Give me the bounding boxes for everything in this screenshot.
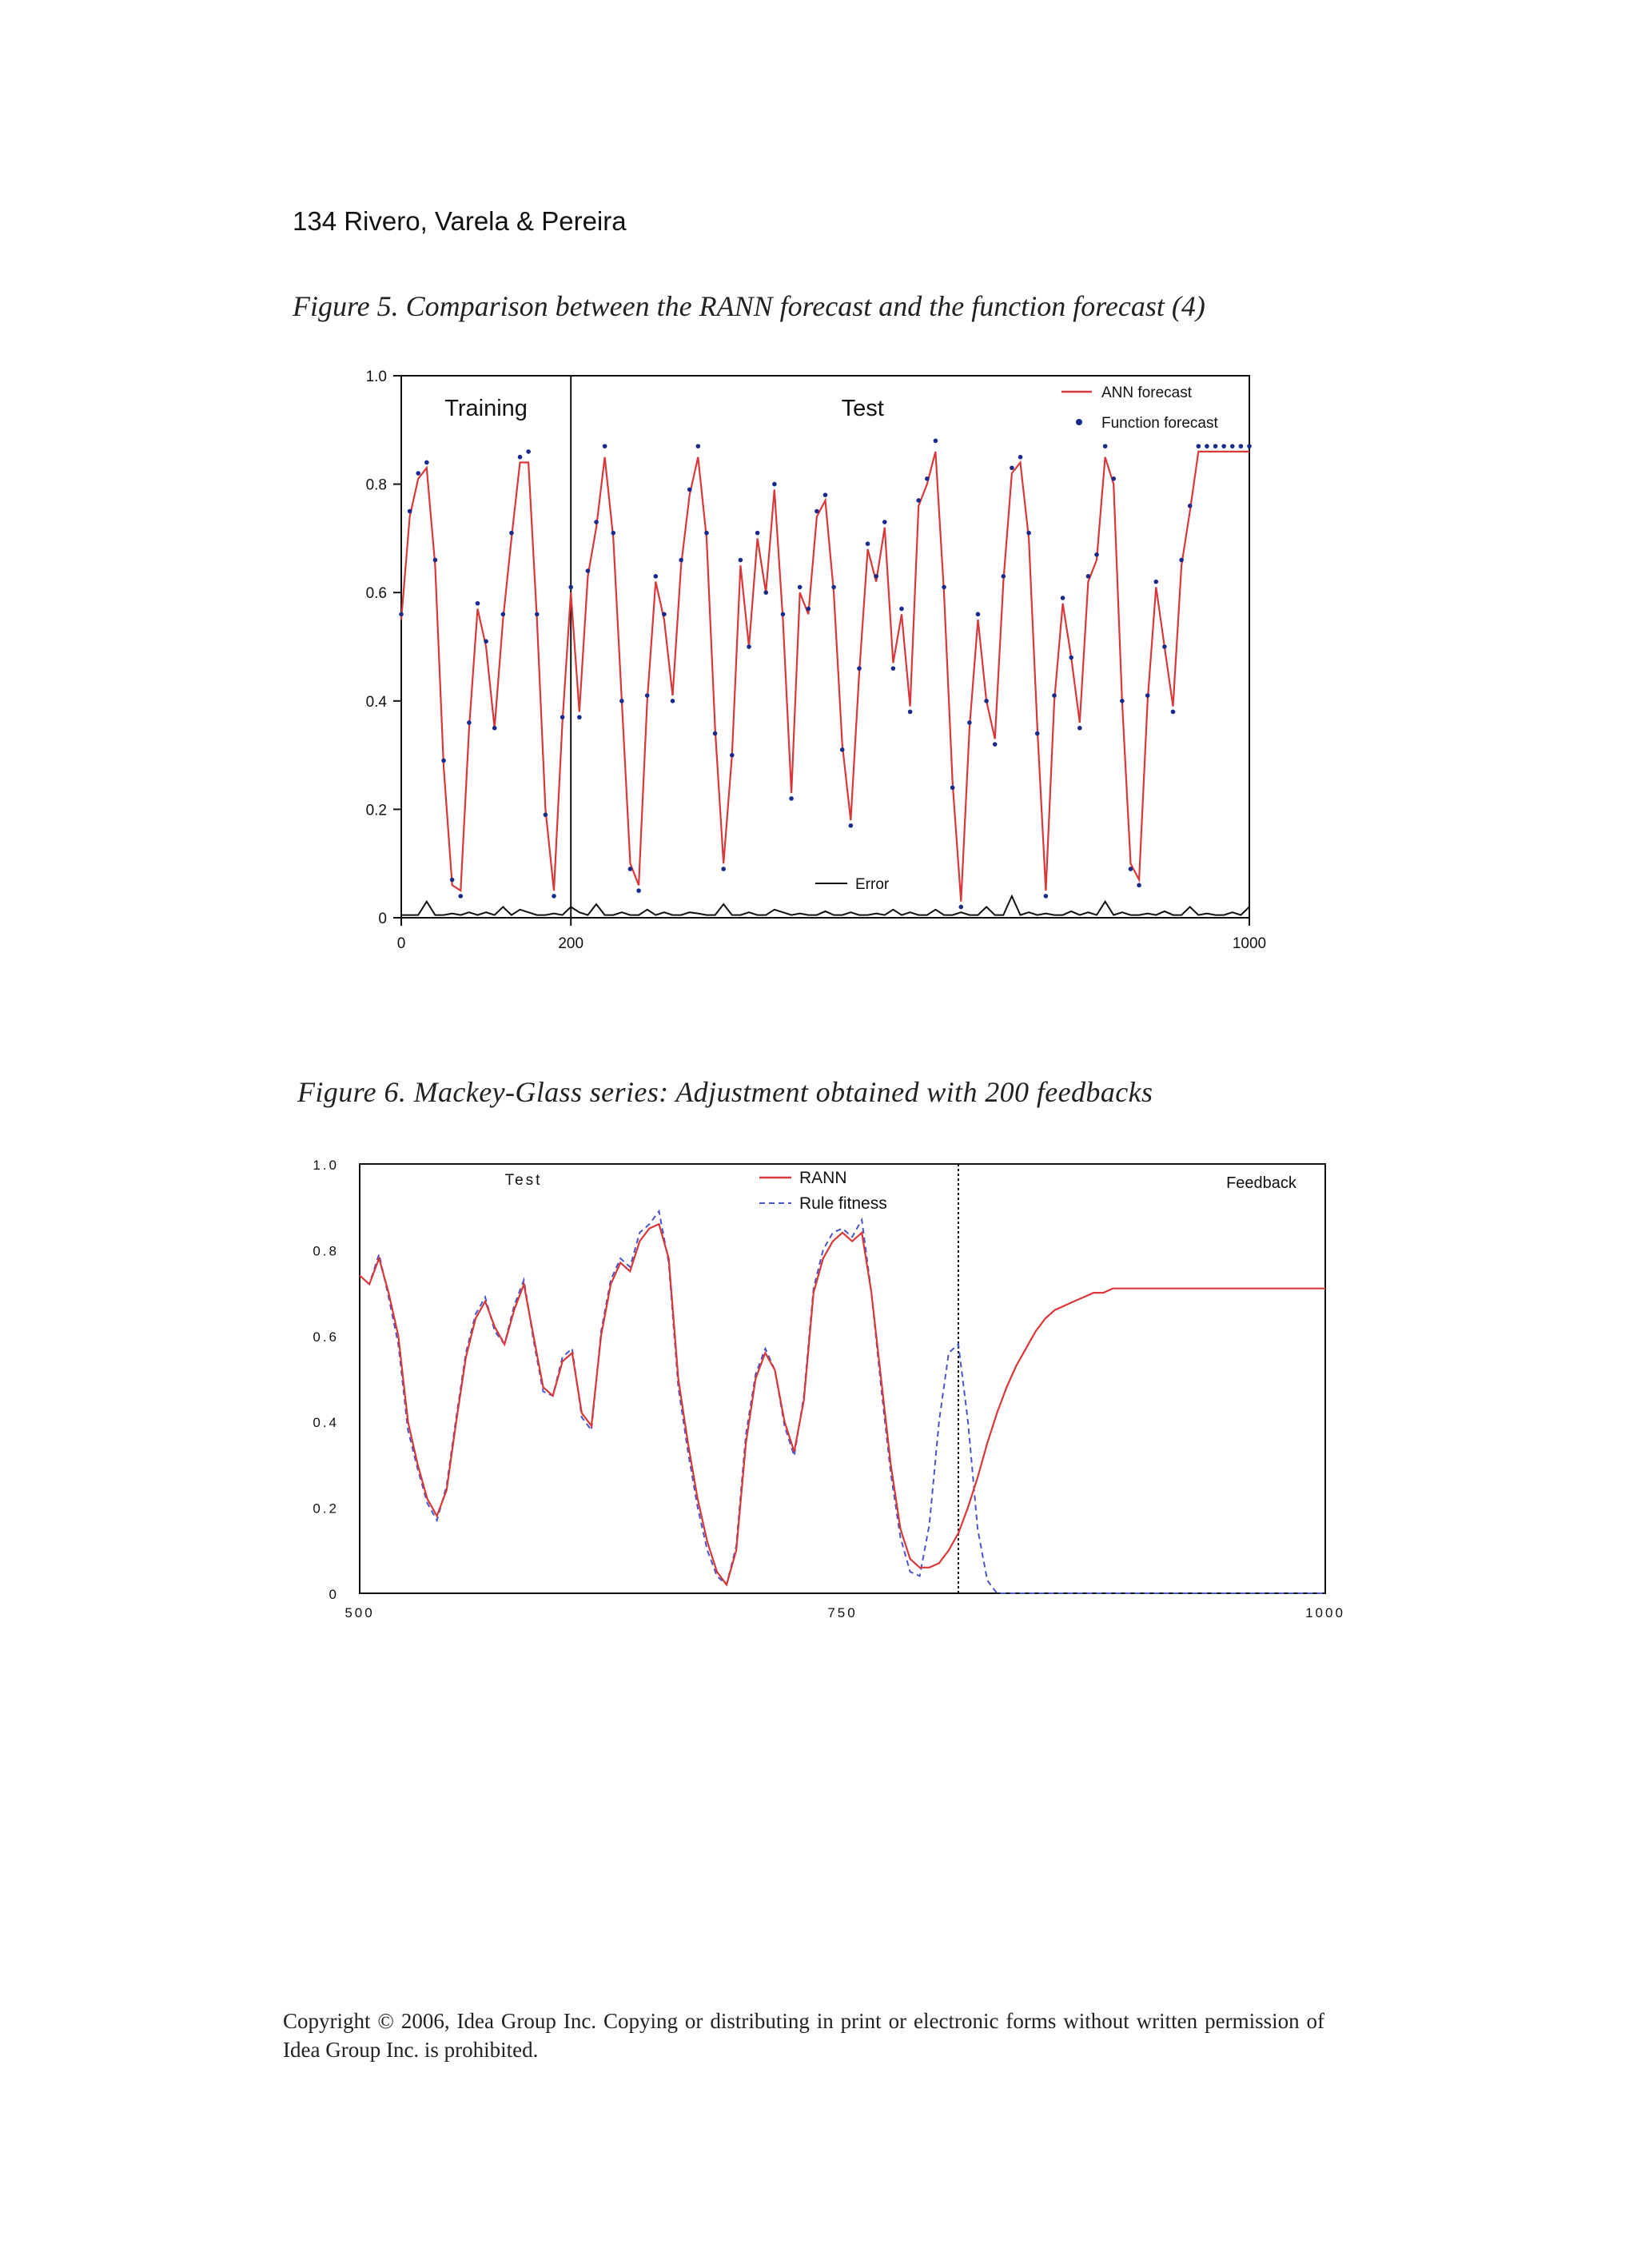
legend-error-label: Error [855,876,890,893]
x-tick-label: 500 [345,1605,375,1620]
figure-5-chart [0,352,1637,983]
function-forecast-point [755,531,760,536]
function-forecast-point [509,531,514,536]
function-forecast-point [763,590,768,595]
ann-forecast-line [401,452,1249,902]
plot-frame [401,376,1249,918]
function-forecast-point [628,867,633,871]
function-forecast-point [704,531,709,536]
y-tick-label: 1.0 [365,369,387,385]
function-forecast-point [679,558,683,563]
function-forecast-point [721,867,726,871]
function-forecast-point [916,498,921,503]
function-forecast-point [1103,444,1108,448]
function-forecast-point [831,585,836,590]
running-header: 134 Rivero, Varela & Pereira [293,206,627,236]
function-forecast-point [713,731,718,736]
y-tick-label: 0.2 [313,1501,339,1517]
function-forecast-point [484,639,488,644]
y-tick-label: 0.4 [313,1415,339,1431]
function-forecast-point [526,449,531,454]
function-forecast-point [399,612,404,617]
function-forecast-point [645,693,650,698]
x-tick-label: 1000 [1305,1605,1345,1620]
region-label-feedback: Feedback [1226,1174,1296,1192]
function-forecast-point [857,666,862,671]
function-forecast-point [636,888,641,893]
legend-rann-label: RANN [799,1169,847,1187]
region-label-test: Test [504,1172,543,1189]
function-forecast-point [772,482,777,487]
function-forecast-point [1069,656,1073,660]
function-forecast-point [654,574,659,579]
function-forecast-point [984,699,989,704]
function-forecast-point [603,444,607,448]
function-forecast-point [1205,444,1209,448]
y-tick-label: 1.0 [313,1158,339,1173]
figure-6-chart [0,1135,1637,1631]
function-forecast-point [501,612,506,617]
function-forecast-point [1002,574,1006,579]
region-label-test: Test [841,396,884,421]
x-tick-label: 1000 [1232,935,1267,952]
function-forecast-point [806,607,811,612]
rann-line [360,1224,1325,1584]
function-forecast-point [950,785,955,790]
function-forecast-point [696,444,701,448]
function-forecast-point [594,520,599,524]
function-forecast-point [544,812,548,817]
function-forecast-point [942,585,946,590]
y-tick-label: 0.8 [365,476,387,494]
function-forecast-point [1129,867,1133,871]
function-forecast-point [1145,693,1150,698]
legend-ann-label: ANN forecast [1101,385,1192,401]
function-forecast-point [476,601,480,606]
function-forecast-point [1153,580,1158,584]
function-forecast-point [882,520,887,524]
function-forecast-point [849,823,854,828]
y-tick-label: 0.8 [313,1243,339,1259]
function-forecast-point [586,568,591,573]
function-forecast-point [560,715,565,719]
function-forecast-point [908,710,913,715]
function-forecast-point [866,541,870,546]
function-forecast-point [1213,444,1218,448]
function-forecast-point [1018,455,1023,460]
function-forecast-point [1061,596,1065,600]
x-tick-label: 0 [396,935,406,952]
y-tick-label: 0.2 [365,802,387,819]
function-forecast-point [1010,465,1014,470]
function-forecast-point [891,666,896,671]
function-forecast-point [1188,504,1193,508]
function-forecast-point [1230,444,1235,448]
function-forecast-point [925,476,930,481]
function-forecast-point [1197,444,1201,448]
function-forecast-point [1111,476,1116,481]
legend-function-label: Function forecast [1101,415,1218,432]
function-forecast-point [1094,552,1099,557]
y-tick-label: 0 [329,1587,339,1602]
function-forecast-point [1035,731,1040,736]
function-forecast-point [823,492,828,497]
function-forecast-point [1247,444,1252,448]
function-forecast-point [1221,444,1226,448]
function-forecast-point [789,796,794,801]
function-forecast-point [958,905,963,910]
function-forecast-point [798,585,803,590]
function-forecast-point [976,612,981,617]
legend-function-swatch [1076,419,1082,425]
rule-fitness-line [360,1211,1325,1593]
function-forecast-point [1086,574,1091,579]
function-forecast-point [671,699,675,704]
figure-6-caption: Figure 6. Mackey-Glass series: Adjustment obtained with 200 feedbacks [297,1076,1153,1108]
y-tick-label: 0 [378,911,387,927]
function-forecast-point [1171,710,1176,715]
function-forecast-point [450,878,455,883]
function-forecast-point [619,699,624,704]
function-forecast-point [433,558,438,563]
error-series-line [401,896,1249,915]
function-forecast-point [552,894,556,899]
function-forecast-point [1179,558,1184,563]
copyright-footer: Copyright © 2006, Idea Group Inc. Copying or distributing in print or electronic forms without written permission of Idea Group Inc. is prohibited. [283,2009,1324,2062]
function-forecast-point [535,612,540,617]
function-forecast-point [687,488,692,492]
function-forecast-point [967,720,972,725]
function-forecast-point [993,742,998,747]
function-forecast-point [416,471,420,476]
plot-frame [360,1164,1325,1593]
function-forecast-point [730,753,735,758]
function-forecast-point [408,509,412,514]
function-forecast-point [899,607,904,612]
function-forecast-point [1162,644,1167,649]
function-forecast-point [1026,531,1031,536]
function-forecast-point [568,585,573,590]
function-forecast-point [662,612,667,617]
function-forecast-point [467,720,472,725]
function-forecast-point [1044,894,1049,899]
function-forecast-point [1052,693,1057,698]
function-forecast-point [424,460,429,465]
function-forecast-point [747,644,751,649]
function-forecast-point [934,439,938,444]
function-forecast-point [1120,699,1125,704]
y-tick-label: 0.4 [365,693,387,711]
function-forecast-point [611,531,615,536]
legend-rule-label: Rule fitness [799,1194,887,1213]
y-tick-label: 0.6 [313,1329,339,1345]
function-forecast-point [815,509,819,514]
function-forecast-point [874,574,878,579]
function-forecast-point [1077,726,1082,731]
function-forecast-point [577,715,582,719]
function-forecast-point [781,612,786,617]
x-tick-label: 750 [827,1605,858,1620]
function-forecast-point [739,558,743,563]
function-forecast-point [492,726,497,731]
function-forecast-point [518,455,523,460]
x-tick-label: 200 [558,935,584,952]
figure-5-caption: Figure 5. Comparison between the RANN forecast and the function forecast (4) [293,290,1205,322]
y-tick-label: 0.6 [365,585,387,603]
function-forecast-point [1137,883,1141,888]
region-label-training: Training [444,396,528,421]
function-forecast-point [1239,444,1244,448]
function-forecast-point [458,894,463,899]
function-forecast-point [441,759,446,763]
function-forecast-point [840,747,845,752]
